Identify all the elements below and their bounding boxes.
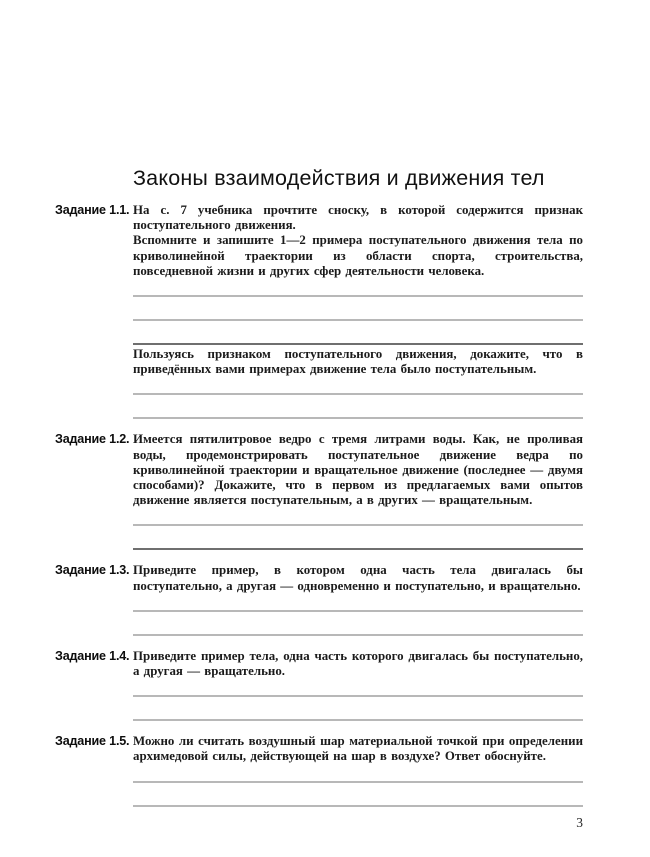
task-paragraph: Приведите пример, в котором одна часть тела двигалась бы поступательно, а другая — одновременно и поступательно, и вращательно. xyxy=(133,563,583,593)
task-paragraph: Можно ли считать воздушный шар материальной точкой при определении архимедовой силы, действующей на шар в воздухе? Ответ обоснуйте. xyxy=(133,734,583,764)
task-label: Задание 1.3. xyxy=(55,563,130,578)
answer-lines-group xyxy=(133,502,583,550)
task-block xyxy=(0,203,650,419)
answer-line xyxy=(133,395,583,419)
tasks-list xyxy=(0,203,650,807)
answer-lines-group xyxy=(133,759,583,807)
answer-line xyxy=(133,612,583,636)
page-title: Законы взаимодействия и движения тел xyxy=(133,166,545,190)
answer-lines-group xyxy=(133,588,583,636)
task-content xyxy=(133,734,583,806)
answer-line xyxy=(133,526,583,550)
task-block xyxy=(0,649,650,721)
task-content xyxy=(133,432,583,550)
task-paragraph: Имеется пятилитровое ведро с тремя литрами воды. Как, не проливая воды, продемонстрировать поступательное движение ведра по криволинейной траектории и вращательное движение (последнее — двумя способами)? Докажите, что в первом из предлагаемых вами опытов движение является поступательным, а в других — вращательным. xyxy=(133,432,583,508)
task-paragraph: Пользуясь признаком поступательного движения, докажите, что в приведённых вами примерах движение тела было поступательным. xyxy=(133,347,583,377)
task-label: Задание 1.5. xyxy=(55,734,130,749)
task-content xyxy=(133,649,583,721)
answer-line xyxy=(133,697,583,721)
answer-lines-group xyxy=(133,371,583,419)
answer-line xyxy=(133,783,583,807)
answer-line xyxy=(133,297,583,321)
task-block xyxy=(0,432,650,550)
task-block xyxy=(0,563,650,635)
task-paragraph: Приведите пример тела, одна часть которого двигалась бы поступательно, а другая — вращательно. xyxy=(133,648,583,679)
task-content xyxy=(133,563,583,635)
task-paragraph: На с. 7 учебника прочтите сноску, в которой содержится признак поступательного движения. xyxy=(133,203,583,233)
answer-line xyxy=(133,321,583,345)
page-number: 3 xyxy=(576,814,583,830)
task-label: Задание 1.2. xyxy=(55,432,130,447)
task-paragraph: Вспомните и запишите 1—2 примера поступательного движения тела по криволинейной траектории из области спорта, строительства, повседневной жизни и других сфер деятельности человека. xyxy=(133,233,583,278)
task-label: Задание 1.4. xyxy=(55,648,130,663)
task-block xyxy=(0,734,650,806)
task-content xyxy=(133,203,583,419)
task-label: Задание 1.1. xyxy=(55,203,130,217)
answer-lines-group xyxy=(133,273,583,345)
answer-lines-group xyxy=(133,673,583,721)
